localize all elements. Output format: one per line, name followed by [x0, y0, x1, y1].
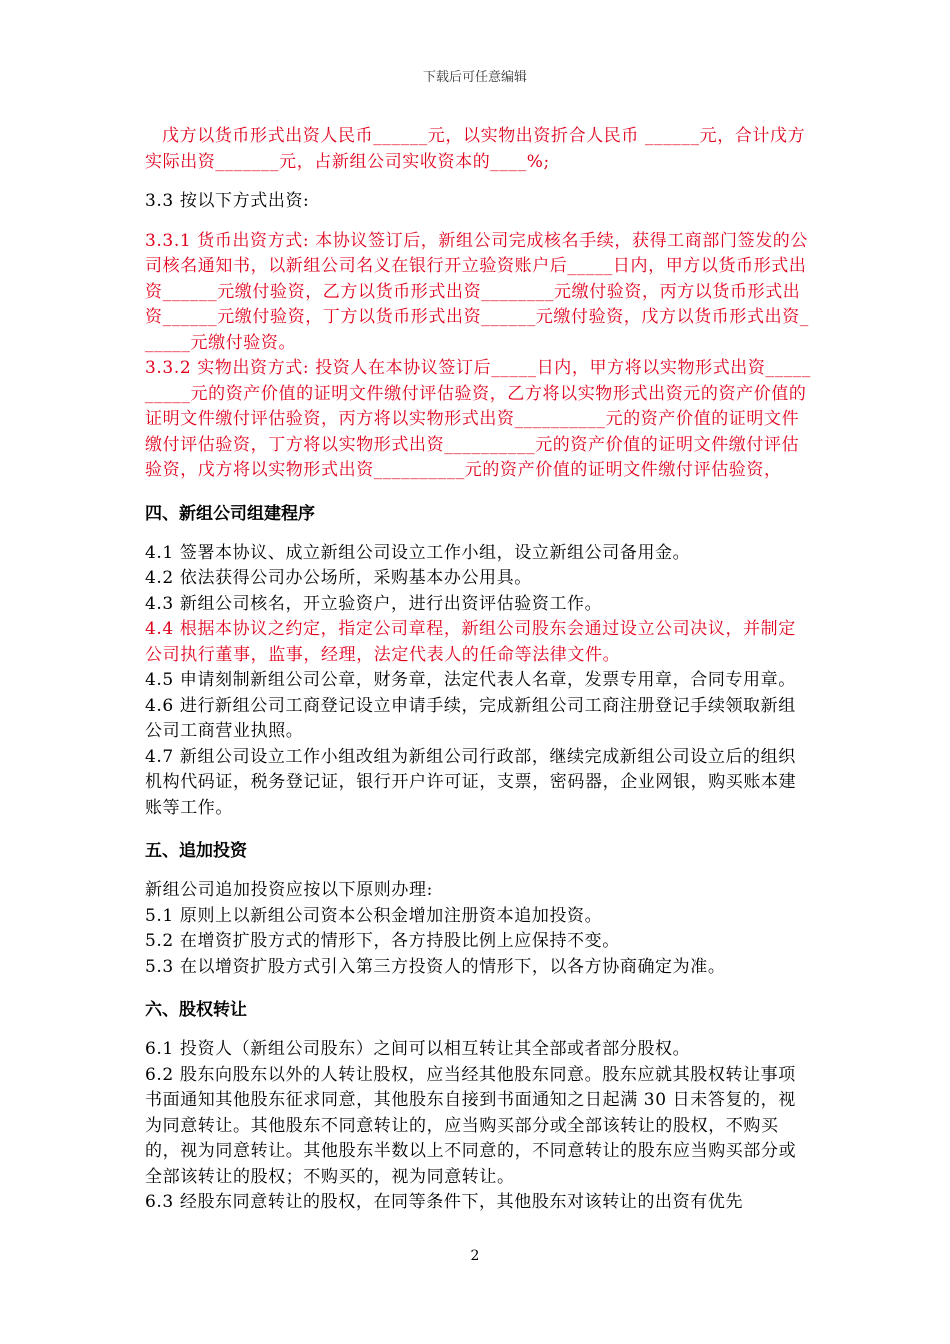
- page-number: 2: [470, 1248, 480, 1264]
- clause-4-2: 4.2 依法获得公司办公场所，采购基本办公用具。: [145, 568, 532, 588]
- clause-3-3-2: 3.3.2 实物出资方式: 投资人在本协议签订后_____日内，甲方将以实物形式出资__________元的资产价值的证明文件缴付评估验资，乙方将以实物形式出资元的资产价值的证明文件缴付评估验资，丙方将以实物形式出资__________元的资产价值的证明文件缴付评估验资，丁方将以实物形式出资__________元的资产价值的证明文件缴付评估验资，戊方将以实物形式出资__________元的资产价值的证明文件缴付评估验资，: [145, 358, 811, 480]
- clause-4-6: 4.6 进行新组公司工商登记设立申请手续，完成新组公司工商注册登记手续领取新组公司工商营业执照。: [145, 695, 796, 741]
- section-4-title: 四、新组公司组建程序: [145, 503, 315, 524]
- clause-4-7: 4.7 新组公司设立工作小组改组为新组公司行政部，继续完成新组公司设立后的组织机构代码证，税务登记证，银行开户许可证，支票，密码器，企业网银，购买账本建账等工作。: [145, 746, 797, 818]
- clause-5-3: 5.3 在以增资扩股方式引入第三方投资人的情形下，以各方协商确定为准。: [145, 956, 726, 977]
- section-6-title: 六、股权转让: [145, 1000, 247, 1020]
- clause-4-1: 4.1 签署本协议、成立新组公司设立工作小组，设立新组公司备用金。: [145, 542, 691, 563]
- page-header: 下载后可任意编辑: [422, 70, 527, 85]
- clause-5-1: 5.1 原则上以新组公司资本公积金增加注册资本追加投资。: [145, 905, 603, 926]
- document-body: [145, 124, 813, 1216]
- clause-3-3: 3.3 按以下方式出资:: [145, 191, 310, 211]
- clause-6-2: 6.2 股东向股东以外的人转让股权，应当经其他股东同意。股东应就其股权转让事项书面通知其他股东征求同意，其他股东自接到书面通知之日起满 30 日未答复的，视为同意转让。其他股东不同意转让的，应当购买部分或全部该转让的股权，不购买的，视为同意转让。其他股东半数以上不同意的，不同意转让的股东应当购买部分或全部该转让的股权；不购买的，视为同意转让。: [145, 1064, 797, 1187]
- section-5-intro: 新组公司追加投资应按以下原则办理:: [145, 880, 433, 900]
- paragraph-wu-capital: 戊方以货币形式出资人民币______元，以实物出资折合人民币 ______元，合计戊方实际出资_______元，占新组公司实收资本的____%;: [145, 126, 806, 172]
- clause-3-3-1: 3.3.1 货币出资方式: 本协议签订后，新组公司完成核名手续，获得工商部门签发的公司核名通知书，以新组公司名义在银行开立验资账户后_____日内，甲方以货币形式出资______元缴付验资，乙方以货币形式出资________元缴付验资，丙方以货币形式出资______元缴付验资，丁方以货币形式出资______元缴付验资，戊方以货币形式出资______元缴付验资。: [145, 230, 809, 353]
- clause-4-4: 4.4 根据本协议之约定，指定公司章程，新组公司股东会通过设立公司决议，并制定公司执行董事，监事，经理，法定代表人的任命等法律文件。: [145, 619, 796, 665]
- clause-4-3: 4.3 新组公司核名，开立验资户，进行出资评估验资工作。: [145, 593, 603, 614]
- clause-6-1: 6.1 投资人（新组公司股东）之间可以相互转让其全部或者部分股权。: [145, 1039, 691, 1059]
- clause-6-3: 6.3 经股东同意转让的股权，在同等条件下，其他股东对该转让的出资有优先: [145, 1192, 744, 1212]
- clause-5-2: 5.2 在增资扩股方式的情形下，各方持股比例上应保持不变。: [145, 931, 620, 951]
- section-5-title: 五、追加投资: [145, 841, 247, 861]
- clause-4-5: 4.5 申请刻制新组公司公章，财务章，法定代表人名章，发票专用章，合同专用章。: [145, 670, 796, 690]
